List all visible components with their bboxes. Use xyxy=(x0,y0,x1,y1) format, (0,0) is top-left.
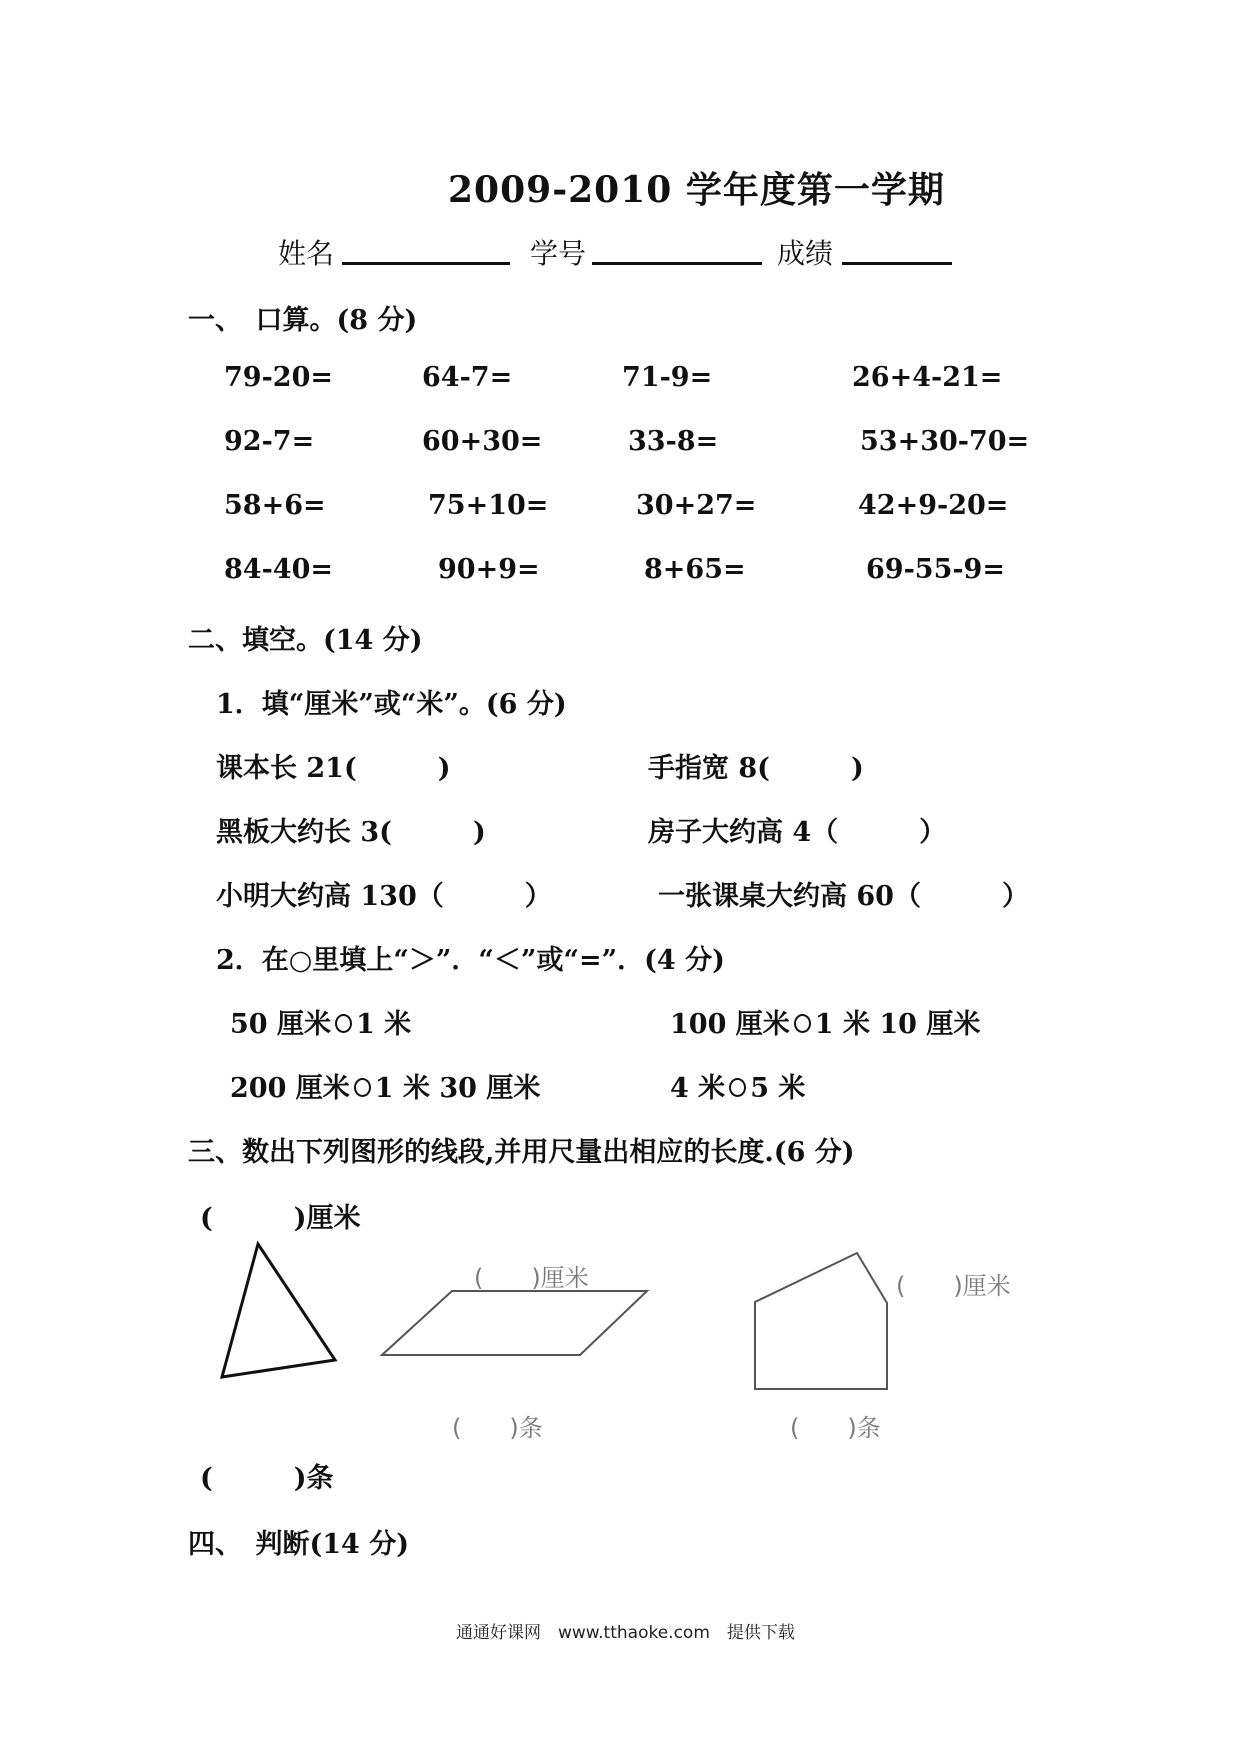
calc-item: 60+30= xyxy=(422,426,543,457)
fill-item: 小明大约高 130（ ） xyxy=(216,881,552,912)
calc-item: 69-55-9= xyxy=(866,554,1005,585)
parallelogram-count-blank: ( )条 xyxy=(452,1414,543,1442)
calc-item: 84-40= xyxy=(224,554,333,585)
compare-right: 1 米 xyxy=(355,1009,412,1040)
triangle-count-blank: ( )条 xyxy=(200,1463,334,1494)
page-title: 2009-2010 学年度第一学期 xyxy=(448,169,945,211)
compare-left: 200 厘米 xyxy=(230,1073,350,1104)
calc-item: 79-20= xyxy=(224,362,333,393)
student-id-label: 学号 xyxy=(530,237,587,270)
calc-item: 53+30-70= xyxy=(860,426,1030,457)
section-2-heading: 二、填空。(14 分) xyxy=(188,625,423,656)
triangle-length-blank: ( )厘米 xyxy=(200,1203,361,1234)
calc-item: 30+27= xyxy=(636,490,757,521)
section-4-heading: 四、 判断(14 分) xyxy=(188,1529,410,1560)
fill-item: 课本长 21( ) xyxy=(216,753,451,784)
calc-item: 58+6= xyxy=(224,490,326,521)
question-2-2: 2．在○里填上“＞”．“＜”或“=”．(4 分) xyxy=(216,945,725,976)
calc-item: 8+65= xyxy=(644,554,746,585)
calc-item: 26+4-21= xyxy=(852,362,1003,393)
calc-item: 75+10= xyxy=(428,490,549,521)
section-3-heading: 三、数出下列图形的线段,并用尺量出相应的长度.(6 分) xyxy=(188,1137,855,1168)
fill-item: 黑板大约长 3( ) xyxy=(216,817,486,848)
compare-left: 4 米 xyxy=(670,1073,726,1104)
fill-item: 房子大约高 4（ ） xyxy=(648,817,947,848)
question-2-1: 1．填“厘米”或“米”。(6 分) xyxy=(216,689,567,720)
calc-item: 92-7= xyxy=(224,426,315,457)
calc-item: 71-9= xyxy=(622,362,713,393)
calc-item: 33-8= xyxy=(628,426,719,457)
triangle-shape xyxy=(222,1244,335,1377)
compare-right: 1 米 30 厘米 xyxy=(374,1073,541,1104)
compare-left: 100 厘米 xyxy=(670,1009,790,1040)
fill-item: 一张课桌大约高 60（ ） xyxy=(658,881,1029,912)
pentagon-shape xyxy=(755,1253,887,1389)
calc-item: 42+9-20= xyxy=(858,490,1009,521)
parallelogram-shape xyxy=(382,1291,647,1355)
pentagon-length-blank: ( )厘米 xyxy=(896,1272,1011,1300)
pentagon-count-blank: ( )条 xyxy=(790,1414,881,1442)
fill-item: 手指宽 8( ) xyxy=(648,753,864,784)
calc-item: 64-7= xyxy=(422,362,513,393)
name-label: 姓名 xyxy=(278,237,335,270)
compare-right: 5 米 xyxy=(750,1073,806,1104)
calc-item: 90+9= xyxy=(438,554,540,585)
section-1-heading: 一、 口算。(8 分) xyxy=(188,305,418,336)
parallelogram-length-blank: ( )厘米 xyxy=(474,1264,589,1292)
compare-right: 1 米 10 厘米 xyxy=(814,1009,981,1040)
compare-left: 50 厘米 xyxy=(230,1009,331,1040)
score-label: 成绩 xyxy=(777,237,834,270)
footer-text: 通通好课网 www.tthaoke.com 提供下载 xyxy=(456,1623,795,1643)
